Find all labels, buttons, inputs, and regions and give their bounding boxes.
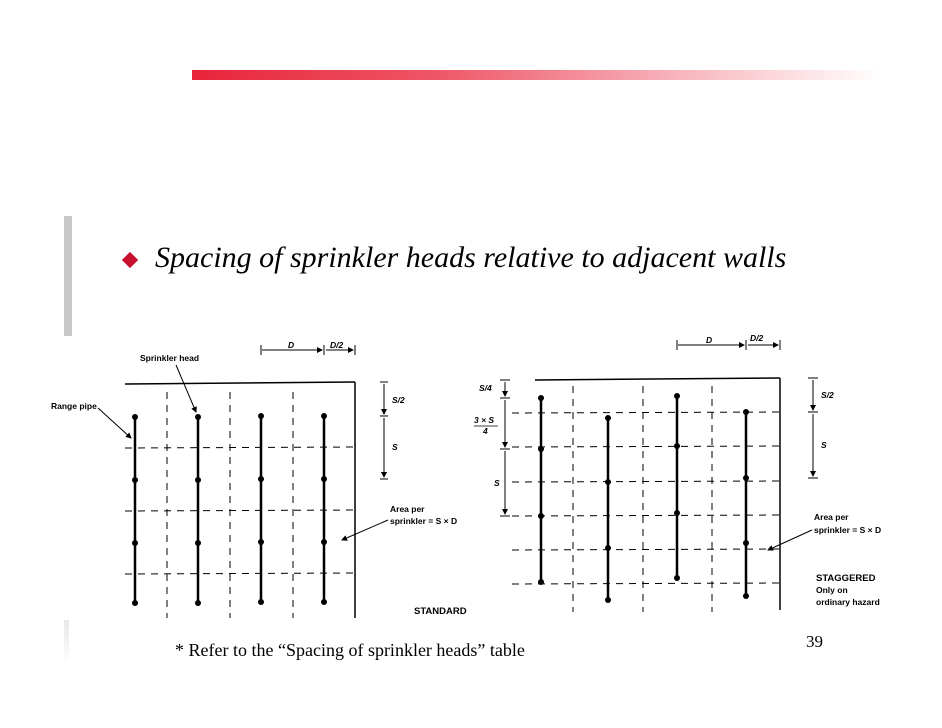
label-s-left: S <box>494 478 500 488</box>
label-s-quarter: S/4 <box>479 383 492 393</box>
label-area-per-staggered: Area per <box>814 512 849 522</box>
footnote: * Refer to the “Spacing of sprinkler heads” table <box>175 640 525 660</box>
label-d-half: D/2 <box>330 340 344 350</box>
label-area-formula: sprinkler = S × D <box>390 516 458 526</box>
label-staggered: STAGGERED <box>816 573 876 584</box>
label-s-half-staggered: S/2 <box>821 390 834 400</box>
label-s-half: S/2 <box>392 395 405 405</box>
label-standard: STANDARD <box>414 606 467 617</box>
label-d: D <box>288 340 295 350</box>
label-s: S <box>392 442 398 452</box>
bullet-text: Spacing of sprinkler heads relative to adjacent walls <box>155 241 787 274</box>
label-d-staggered: D <box>706 335 713 345</box>
label-s-right: S <box>821 440 827 450</box>
label-ordinary-hazard: ordinary hazard <box>816 597 880 607</box>
page-number: 39 <box>806 632 823 651</box>
staggered-diagram <box>474 333 881 612</box>
label-area-formula-staggered: sprinkler = S × D <box>814 525 882 535</box>
label-only-on: Only on <box>816 585 848 595</box>
label-range-pipe: Range pipe <box>51 401 97 411</box>
label-sprinkler-head: Sprinkler head <box>140 353 200 363</box>
label-d-half-staggered: D/2 <box>750 333 764 343</box>
label-area-per: Area per <box>390 504 425 514</box>
standard-diagram <box>51 340 467 618</box>
label-denominator-4: 4 <box>483 426 488 436</box>
label-3xs: 3 × S <box>474 415 495 425</box>
